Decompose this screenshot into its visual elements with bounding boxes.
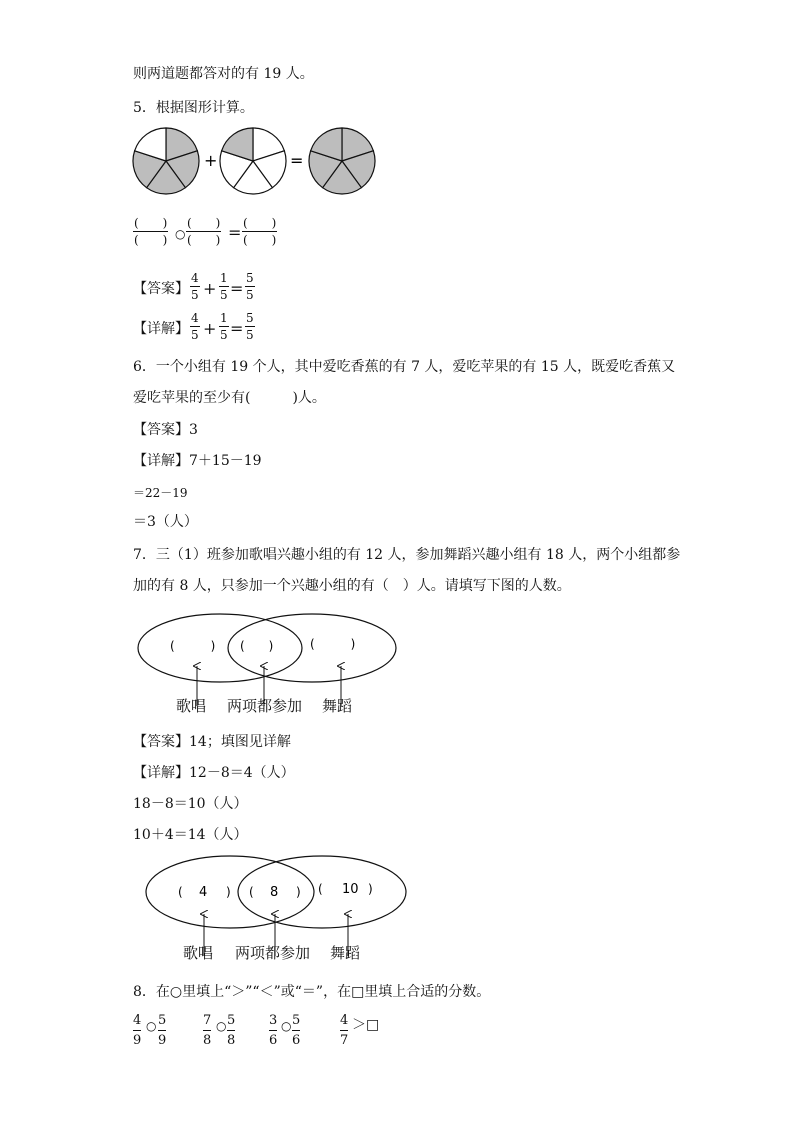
q6-detail: 【详解】7＋15－19 [133,453,262,469]
venn-filled-label-both: 两项都参加 [235,944,311,962]
venn-label-both: 两项都参加 [227,697,303,715]
pie-one-fifth [220,128,286,194]
sing-ellipse [138,614,302,682]
answer-equals: = [230,279,244,298]
q7-answer: 【答案】14；填图见详解 [133,734,291,750]
answer-frac-c: $\frac{5}{5}$ [246,271,254,302]
middle-open-paren: ( [249,885,254,899]
q6-line2: 爱吃苹果的至少有( )人。 [133,390,326,406]
blank-equals: = [228,223,242,242]
venn-right-value: 10 [342,882,359,897]
q7-step2: 18－8＝10（人） [133,796,248,812]
detail-label: 【详解】 [133,321,189,337]
q6-step2: ＝22－19 [133,486,188,500]
venn-middle-blank: ( ) [240,639,274,653]
left-close-paren: ) [226,885,231,899]
middle-close-paren: ) [296,885,301,899]
q7-line1: 7．三（1）班参加歌唱兴趣小组的有 12 人，参加舞蹈兴趣小组有 18 人，两个小组都参 [133,547,681,563]
blank-op-circle: ○ [175,227,186,241]
pie-five-fifths [309,128,375,194]
equals-sign: = [290,151,304,170]
q7-step3: 10＋4＝14（人） [133,827,248,843]
q8-title: 8．在○里填上“＞”“＜”或“＝”，在□里填上合适的分数。 [133,984,491,1000]
venn-filled-label-dance: 舞蹈 [330,944,361,962]
q5-pie-figure [128,124,388,200]
plus-sign: + [204,151,218,170]
venn-label-dance: 舞蹈 [322,697,353,715]
venn-label-sing: 歌唱 [176,697,207,715]
detail-plus: + [203,319,217,338]
venn-left-value: 4 [199,885,208,900]
q6-answer: 【答案】3 [133,422,198,438]
venn-filled-label-sing: 歌唱 [183,944,214,962]
answer-label: 【答案】 [133,281,189,297]
q6-step3: ＝3（人） [133,514,198,530]
blank-fraction-2: ( ) ( ) [187,216,221,247]
detail-frac-a: $\frac{4}{5}$ [191,311,199,342]
venn-middle-value: 8 [270,885,279,900]
q6-line1: 6．一个小组有 19 个人，其中爱吃香蕉的有 7 人，爱吃苹果的有 15 人，既爱吃香蕉又 [133,359,676,375]
blank-fraction-1: ( ) ( ) [134,216,168,247]
detail-frac-b: $\frac{1}{5}$ [220,311,228,342]
venn-right-blank: ( ) [310,637,356,651]
answer-plus: + [203,279,217,298]
blank-fraction-3: ( ) ( ) [243,216,277,247]
q7-detail: 【详解】12－8＝4（人） [133,765,295,781]
left-open-paren: ( [178,885,183,899]
detail-equals: = [230,319,244,338]
answer-frac-b: $\frac{1}{5}$ [220,271,228,302]
right-close-paren: ) [368,882,373,896]
intro-text: 则两道题都答对的有 19 人。 [133,66,314,82]
venn-left-blank: ( ) [170,639,216,653]
right-open-paren: ( [318,882,323,896]
q7-line2: 加的有 8 人，只参加一个兴趣小组的有（ ）人。请填写下图的人数。 [133,578,571,594]
q5-title: 5．根据图形计算。 [133,100,254,116]
answer-frac-a: $\frac{4}{5}$ [191,271,199,302]
detail-frac-c: $\frac{5}{5}$ [246,311,254,342]
pie-four-fifths [133,128,199,194]
